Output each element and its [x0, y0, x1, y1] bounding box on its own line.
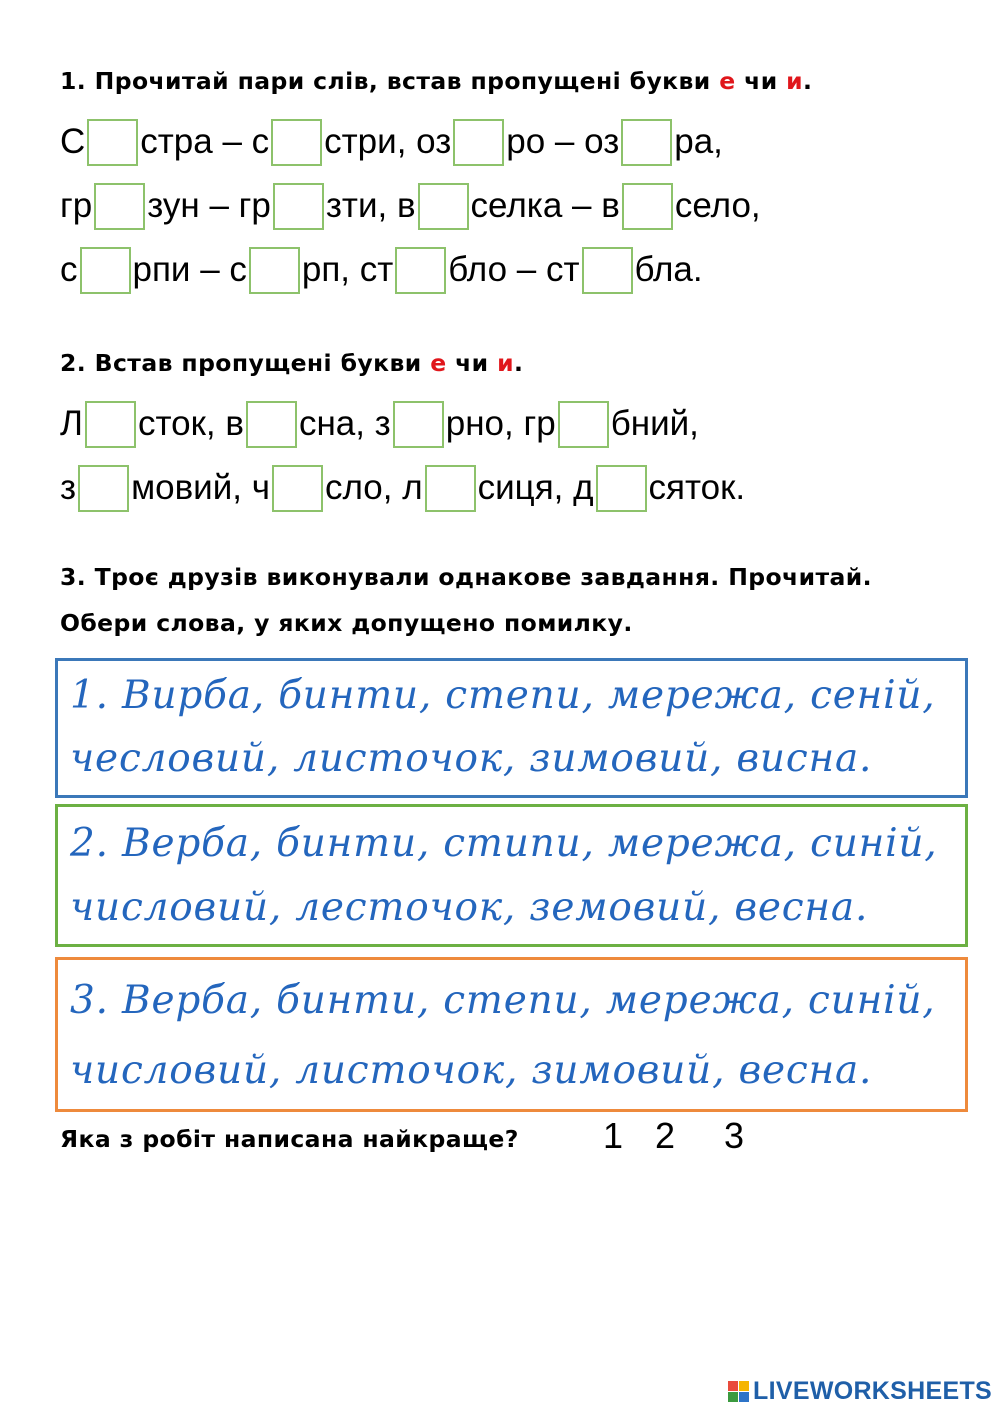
brand-name: LIVEWORKSHEETS: [753, 1377, 992, 1405]
letter-blank[interactable]: [85, 401, 136, 448]
word-fragment: ро – оз: [506, 122, 620, 161]
word-fragment: бний,: [610, 404, 699, 443]
word-fragment: с: [60, 250, 78, 289]
letter-blank[interactable]: [425, 465, 476, 512]
letter-blank[interactable]: [622, 183, 673, 230]
word-fragment: рно, гр: [445, 404, 556, 443]
letter-blank[interactable]: [78, 465, 129, 512]
letter-blank[interactable]: [621, 119, 672, 166]
choice-3[interactable]: 3: [724, 1115, 745, 1156]
word-fragment: рп, ст: [301, 250, 394, 289]
letter-blank[interactable]: [249, 247, 300, 294]
word-fragment: селка – в: [470, 186, 620, 225]
word-fragment: сяток.: [648, 468, 746, 507]
word-fragment: бло – ст: [448, 250, 580, 289]
work-3-line-1[interactable]: 3. Верба, бинти, степи, мережа, синій,: [70, 978, 936, 1023]
letter-blank[interactable]: [596, 465, 647, 512]
letter-blank[interactable]: [80, 247, 131, 294]
letter-blank[interactable]: [453, 119, 504, 166]
work-1-line-1[interactable]: 1. Вирба, бинти, степи, мережа, сеній,: [70, 673, 936, 718]
letter-blank[interactable]: [418, 183, 469, 230]
work-1-line-2[interactable]: чесловий, листочок, зимовий, висна.: [70, 736, 873, 781]
work-box-2: [55, 804, 968, 947]
choice-1[interactable]: 1: [603, 1115, 624, 1156]
task3-title-line-2: Обери слова, у яких допущено помилку.: [60, 609, 633, 637]
word-fragment: сток, в: [137, 404, 244, 443]
best-work-question: Яка з робіт написана найкраще?: [60, 1125, 519, 1153]
word-fragment: бла.: [634, 250, 703, 289]
letter-blank[interactable]: [273, 183, 324, 230]
letter-blank[interactable]: [94, 183, 145, 230]
task2-title: 2. Встав пропущені букви е чи и.: [60, 349, 524, 377]
word-fragment: С: [60, 122, 86, 161]
word-fragment: стри, оз: [324, 122, 452, 161]
word-fragment: стра – с: [140, 122, 270, 161]
task1-line-3: [60, 245, 703, 295]
work-box-3: [55, 957, 968, 1112]
word-fragment: сна, з: [298, 404, 391, 443]
word-fragment: зун – гр: [147, 186, 271, 225]
task2-line-1: [60, 399, 699, 449]
task1-line-2: [60, 181, 761, 231]
letter-blank[interactable]: [393, 401, 444, 448]
word-fragment: рпи – с: [132, 250, 247, 289]
task1-line-1: [60, 117, 723, 167]
work-2-line-1[interactable]: 2. Верба, бинти, стипи, мережа, синій,: [70, 821, 938, 866]
choice-2[interactable]: 2: [655, 1115, 676, 1156]
liveworksheets-logo-icon: [728, 1381, 749, 1402]
word-fragment: село,: [674, 186, 761, 225]
letter-blank[interactable]: [271, 119, 322, 166]
word-fragment: Л: [60, 404, 83, 443]
word-fragment: мовий, ч: [131, 468, 270, 507]
work-2-line-2[interactable]: числовий, лесточок, земовий, весна.: [70, 885, 869, 930]
word-fragment: гр: [60, 186, 93, 225]
work-3-line-2[interactable]: числовий, листочок, зимовий, весна.: [70, 1048, 873, 1093]
word-fragment: зти, в: [325, 186, 416, 225]
task3-title-line-1: 3. Троє друзів виконували однакове завдання. Прочитай.: [60, 563, 872, 591]
task1-title: 1. Прочитай пари слів, встав пропущені букви е чи и.: [60, 67, 813, 95]
letter-blank[interactable]: [395, 247, 446, 294]
letter-blank[interactable]: [272, 465, 323, 512]
brand-footer: [728, 1377, 992, 1406]
letter-blank[interactable]: [246, 401, 297, 448]
word-fragment: сло, л: [324, 468, 423, 507]
word-fragment: з: [60, 468, 77, 507]
letter-blank[interactable]: [87, 119, 138, 166]
letter-blank[interactable]: [558, 401, 609, 448]
word-fragment: сиця, д: [477, 468, 594, 507]
letter-blank[interactable]: [582, 247, 633, 294]
work-box-1: [55, 658, 968, 798]
task2-line-2: [60, 463, 745, 513]
word-fragment: ра,: [674, 122, 723, 161]
